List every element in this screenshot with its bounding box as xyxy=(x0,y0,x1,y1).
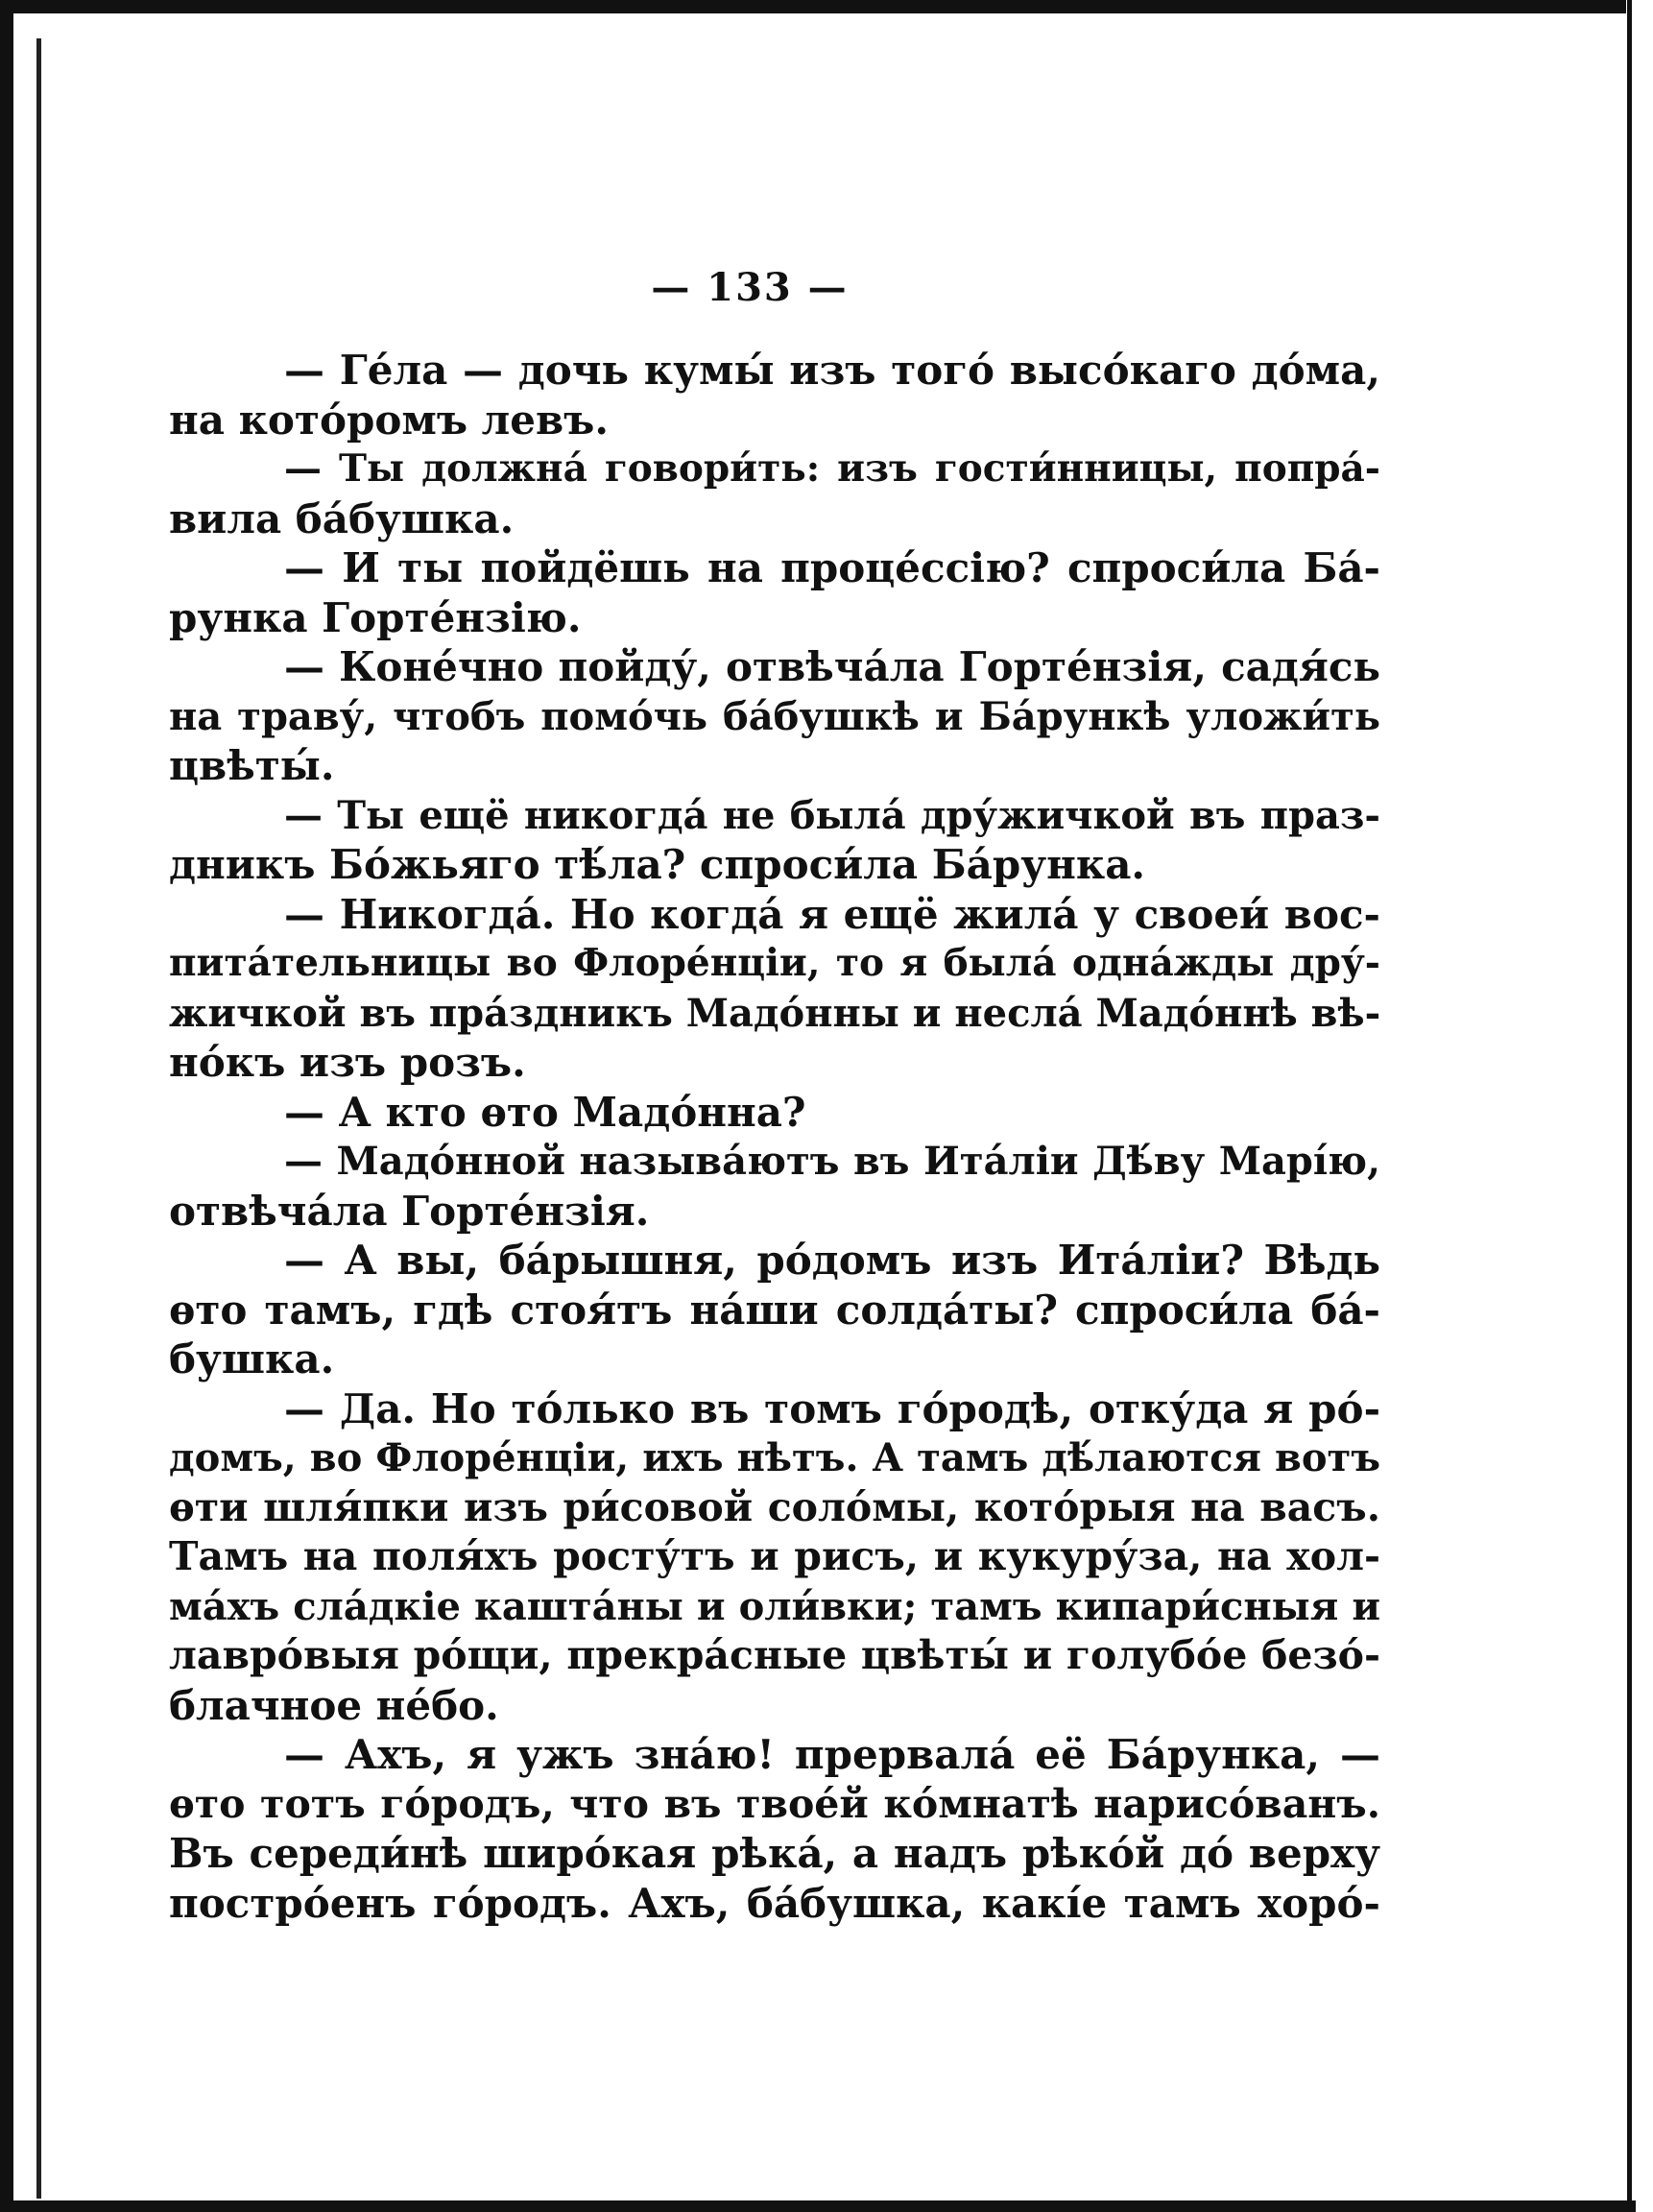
text-line: на траву́, чтобъ помо́чь ба́бушкѣ и Ба́рункѣ уложи́ть xyxy=(169,693,1380,739)
scan-border-bottom xyxy=(13,2200,1636,2212)
text-line: цвѣты́. xyxy=(169,742,335,789)
text-line: ма́хъ сла́дкіе кашта́ны и оли́вки; тамъ кипари́сныя и xyxy=(169,1583,1380,1629)
text-line: блачное не́бо. xyxy=(169,1681,499,1729)
text-line: но́къ изъ розъ. xyxy=(169,1039,526,1086)
scan-border-right xyxy=(1627,0,1653,2212)
scan-border-top xyxy=(13,0,1626,13)
page-number: — 133 — xyxy=(651,265,849,310)
text-line: — Коне́чно пойду́, отвѣча́ла Горте́нзія, садя́сь xyxy=(284,643,1380,690)
text-line: — А кто ѳто Мадо́нна? xyxy=(284,1088,806,1136)
text-line: — Ты должна́ говори́ть: изъ гости́нницы, попра́- xyxy=(284,446,1380,491)
text-line: — Да. Но то́лько въ томъ го́родѣ, отку́да я ро́- xyxy=(284,1384,1380,1432)
text-line: бушка. xyxy=(169,1335,335,1382)
text-line: дникъ Бо́жьяго тѣ́ла? спроси́ла Ба́рунка. xyxy=(169,841,1146,888)
text-line: постро́енъ го́родъ. Ахъ, ба́бушка, какі́е тамъ хоро́- xyxy=(169,1879,1380,1927)
text-line: ѳто тамъ, гдѣ стоя́тъ на́ши солда́ты? спроси́ла ба́- xyxy=(169,1286,1380,1334)
scan-border-left xyxy=(0,0,13,2212)
text-line: Тамъ на поля́хъ росту́тъ и рисъ, и кукуру́за, на хол- xyxy=(169,1533,1380,1579)
text-line: отвѣча́ла Горте́нзія. xyxy=(169,1187,650,1235)
text-line: ѳто тотъ го́родъ, что въ твое́й ко́мнатѣ нарисо́ванъ. xyxy=(169,1780,1380,1827)
body-text xyxy=(169,346,1380,1928)
text-line: — Ахъ, я ужъ зна́ю! прервала́ её Ба́рунка, — xyxy=(284,1731,1380,1778)
text-line: — Мадо́нной называ́ютъ въ Ита́ліи Дѣ́ву Марі́ю, xyxy=(284,1139,1380,1184)
text-line: — Ты ещё никогда́ не была́ дру́жичкой въ праз- xyxy=(284,792,1380,838)
text-line: — А вы, ба́рышня, ро́домъ изъ Ита́ліи? Вѣдь xyxy=(284,1237,1380,1284)
text-line: лавро́выя ро́щи, прекра́сные цвѣты́ и голубо́е безо́- xyxy=(169,1632,1380,1678)
text-line: домъ, во Флоре́нціи, ихъ нѣтъ. А тамъ дѣ́лаются вотъ xyxy=(169,1435,1380,1480)
text-line: жичкой въ пра́здникъ Мадо́нны и несла́ Мадо́ннѣ вѣ- xyxy=(169,990,1381,1036)
scan-gutter-line xyxy=(36,38,41,2199)
text-line: Въ середи́нѣ широ́кая рѣка́, а надъ рѣко́й до́ верху xyxy=(169,1830,1380,1877)
text-line: — Гéла — дочь кумы́ изъ того́ высо́каго до́ма, xyxy=(284,347,1380,394)
text-line: на кото́ромъ левъ. xyxy=(169,396,610,444)
text-line: — И ты пойдёшь на проце́ссію? спроси́ла Ба́- xyxy=(284,544,1380,591)
text-line: ѳти шля́пки изъ ри́совой соло́мы, кото́рыя на васъ. xyxy=(169,1483,1380,1530)
text-line: — Никогда́. Но когда́ я ещё жила́ у своеи́ вос- xyxy=(284,890,1380,938)
text-line: пита́тельницы во Флоре́нціи, то я была́ одна́жды дру́- xyxy=(169,941,1380,985)
text-line: вила ба́бушка. xyxy=(169,494,515,542)
text-line: рунка Горте́нзію. xyxy=(169,593,582,641)
